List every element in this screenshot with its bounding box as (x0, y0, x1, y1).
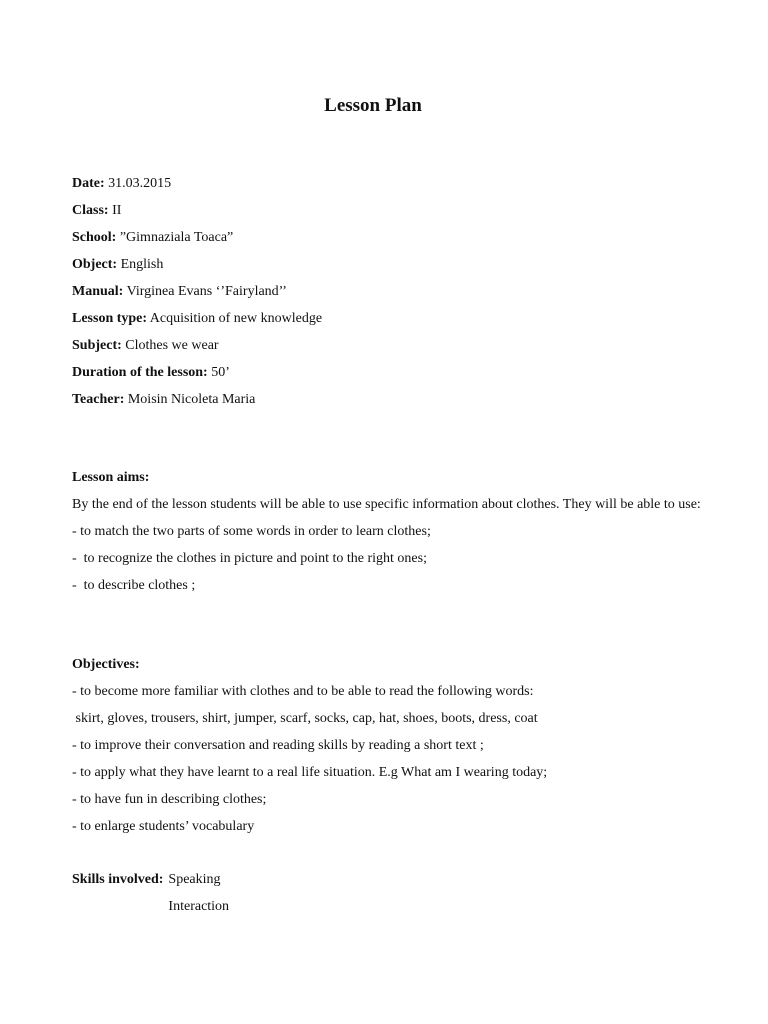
info-label: Date: (72, 176, 105, 191)
info-value: 50’ (211, 365, 230, 380)
skills-row (72, 866, 712, 920)
list-item: - to improve their conversation and reading skills by reading a short text ; (72, 738, 484, 753)
info-label: Subject: (72, 338, 122, 353)
lesson-aims-section (72, 464, 712, 599)
info-value: 31.03.2015 (108, 176, 172, 191)
skills-section (72, 866, 712, 920)
list-item: - to become more familiar with clothes and to be able to read the following words: (72, 684, 534, 699)
info-label: Class: (72, 203, 109, 218)
lesson-aims-heading: Lesson aims: (72, 470, 150, 485)
info-value: Clothes we wear (125, 338, 219, 353)
list-item: - to recognize the clothes in picture and point to the right ones; (72, 551, 427, 566)
list-item: - to describe clothes ; (72, 578, 196, 593)
skills-label: Skills involved: (72, 872, 164, 887)
list-item: - to have fun in describing clothes; (72, 792, 267, 807)
objectives-heading: Objectives: (72, 657, 140, 672)
lesson-aims-intro: By the end of the lesson students will be able to use specific information about clothes. They will be able to use: (72, 497, 701, 512)
info-label: Lesson type: (72, 311, 148, 326)
info-label: Duration of the lesson: (72, 365, 208, 380)
info-label: Teacher: (72, 392, 125, 407)
info-value: English (120, 257, 164, 272)
page-title: Lesson Plan (324, 95, 422, 116)
info-label: Manual: (72, 284, 124, 299)
lesson-info (72, 170, 322, 413)
info-row-subject (72, 332, 322, 359)
info-row-duration (72, 359, 322, 386)
info-value: Moisin Nicoleta Maria (127, 392, 256, 407)
info-value: II (112, 203, 122, 218)
info-label: School: (72, 230, 117, 245)
skill-item: Speaking (168, 872, 221, 887)
info-row-class (72, 197, 322, 224)
list-item: - to apply what they have learnt to a real life situation. E.g What am I wearing today; (72, 765, 548, 780)
info-row-lesson-type (72, 305, 322, 332)
info-value: Acquisition of new knowledge (149, 311, 323, 326)
info-row-date (72, 170, 322, 197)
info-label: Object: (72, 257, 118, 272)
skill-item: Interaction (168, 899, 230, 914)
list-item: - to match the two parts of some words in order to learn clothes; (72, 524, 431, 539)
info-value: Virginea Evans ‘’Fairyland’’ (126, 284, 287, 299)
skills-values (168, 866, 229, 920)
info-row-object (72, 251, 322, 278)
list-item: - to enlarge students’ vocabulary (72, 819, 255, 834)
info-row-school (72, 224, 322, 251)
info-row-manual (72, 278, 322, 305)
info-row-teacher (72, 386, 322, 413)
info-value: ”Gimnaziala Toaca” (119, 230, 234, 245)
objectives-section (72, 651, 712, 840)
vocabulary-words: skirt, gloves, trousers, shirt, jumper, scarf, socks, cap, hat, shoes, boots, dress, coat (72, 711, 538, 726)
